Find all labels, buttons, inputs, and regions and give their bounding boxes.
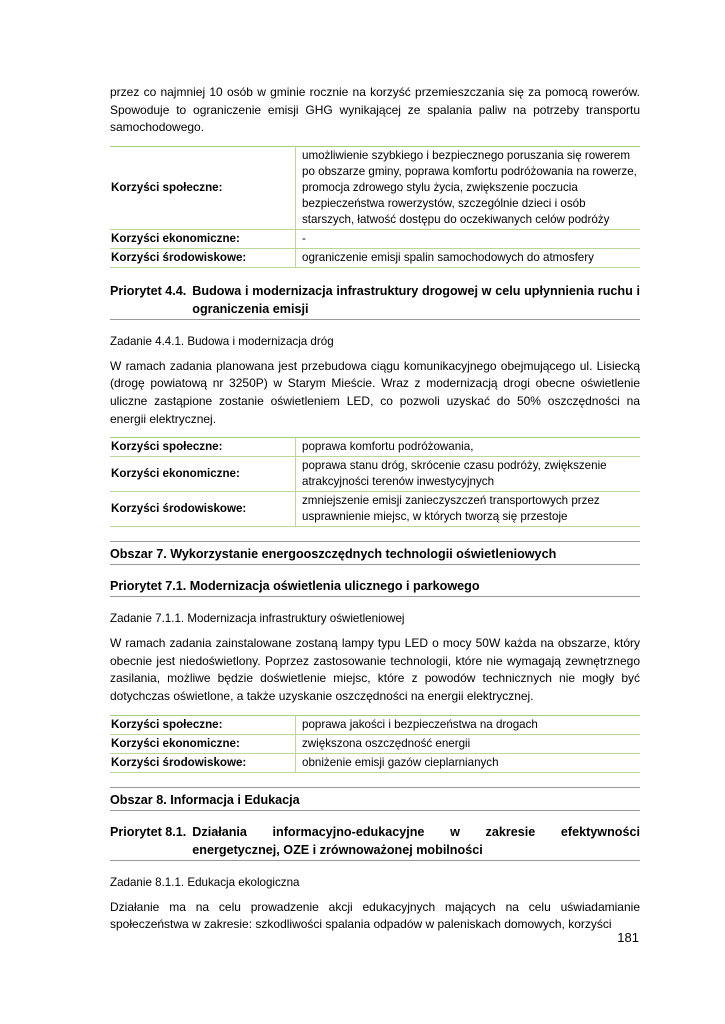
priority-heading-4-4 (110, 282, 640, 320)
benefits-table-bicycle (110, 146, 640, 268)
priority-number: Priorytet 4.4. (110, 283, 187, 298)
table-row (110, 248, 640, 267)
row-label: Korzyści społeczne: (110, 715, 296, 734)
table-row (110, 753, 640, 772)
task-title-7-1-1: Zadanie 7.1.1. Modernizacja infrastruktury oświetleniowej (110, 612, 405, 626)
row-label: Korzyści środowiskowe: (110, 492, 296, 527)
benefits-table-roads (110, 437, 640, 527)
benefits-table-lighting (110, 715, 640, 773)
table-row (110, 438, 640, 457)
page-content (110, 84, 640, 934)
intro-paragraph: przez co najmniej 10 osób w gminie rocznie na korzyść przemieszczania się za pomocą rowerów. Spowoduje to ograniczenie emisji GHG wynikającej ze spalania paliw na potrzeby transportu samochodowego. (110, 85, 640, 135)
row-value: poprawa stanu dróg, skrócenie czasu podróży, zwiększenie atrakcyjności terenów inwestycyjnych (302, 459, 607, 489)
table-row (110, 146, 640, 229)
row-value: zmniejszenie emisji zanieczyszczeń transportowych przez usprawnienie miejsc, w których tworzą się przestoje (302, 494, 600, 524)
priority-title: Budowa i modernizacja infrastruktury drogowej w celu upłynnienia ruchu i ograniczenia emisji (192, 283, 640, 316)
row-label: Korzyści środowiskowe: (110, 248, 296, 267)
row-label: Korzyści ekonomiczne: (110, 734, 296, 753)
priority-heading-7-1: Priorytet 7.1. Modernizacja oświetlenia ulicznego i parkowego (110, 577, 640, 597)
row-value: obniżenie emisji gazów cieplarnianych (302, 755, 499, 769)
row-value: - (302, 231, 306, 245)
page-number: 181 (617, 930, 639, 945)
task-title-4-4-1: Zadanie 4.4.1. Budowa i modernizacja dróg (110, 334, 334, 348)
row-value: umożliwienie szybkiego i bezpiecznego poruszania się rowerem po obszarze gminy, poprawa komfortu podróżowania na rowerze, promocja zdrowego stylu życia, zwiększenie poczucia bezpieczeństwa rowerzystów, szczególnie dzieci i osób starszych, łatwość dostępu do oczekiwanych celów podróży (302, 148, 637, 226)
row-value: ograniczenie emisji spalin samochodowych do atmosfery (302, 250, 594, 264)
row-label: Korzyści społeczne: (110, 438, 296, 457)
table-row (110, 734, 640, 753)
row-value: poprawa komfortu podróżowania, (302, 440, 474, 454)
row-label: Korzyści społeczne: (110, 146, 296, 229)
priority-number: Priorytet 8.1. (110, 824, 187, 839)
table-row (110, 715, 640, 734)
row-label: Korzyści środowiskowe: (110, 753, 296, 772)
priority-heading-8-1 (110, 823, 640, 861)
task-text-4-4-1: W ramach zadania planowana jest przebudowa ciągu komunikacyjnego obejmującego ul. Lisiecką (drogę powiatową nr 3250P) w Starym Mieście. Wraz z modernizacją drogi obecne oświetlenie uliczne zastąpione zostanie oświetleniem LED, co pozwoli uzyskać do 50% oszczędności na energii elektrycznej. (110, 358, 640, 426)
obszar-heading-7: Obszar 7. Wykorzystanie energooszczędnych technologii oświetleniowych (110, 541, 640, 565)
row-label: Korzyści ekonomiczne: (110, 229, 296, 248)
table-row (110, 492, 640, 527)
obszar-heading-8: Obszar 8. Informacja i Edukacja (110, 787, 640, 811)
table-row (110, 457, 640, 492)
task-title-8-1-1: Zadanie 8.1.1. Edukacja ekologiczna (110, 875, 300, 889)
table-row (110, 229, 640, 248)
priority-title: Działania informacyjno-edukacyjne w zakresie efektywności energetycznej, OZE i zrównoważonej mobilności (192, 824, 640, 857)
row-value: poprawa jakości i bezpieczeństwa na drogach (302, 717, 538, 731)
row-value: zwiększona oszczędność energii (302, 736, 471, 750)
row-label: Korzyści ekonomiczne: (110, 457, 296, 492)
task-text-7-1-1: W ramach zadania zainstalowane zostaną lampy typu LED o mocy 50W każda na obszarze, który obecnie jest niedoświetlony. Poprzez zastosowanie technologii, które nie wymagają zewnętrznego zasilania, możliwe będzie doświetlenie miejsc, które z powodów technicznych nie mogły być dotychczas oświetlone, a także uzyskanie oszczędności na energii elektrycznej. (110, 636, 640, 703)
task-text-8-1-1: Działanie ma na celu prowadzenie akcji edukacyjnych mających na celu uświadamianie społeczeństwa w zakresie: szkodliwości spalania odpadów w paleniskach domowych, korzyści (110, 899, 640, 932)
